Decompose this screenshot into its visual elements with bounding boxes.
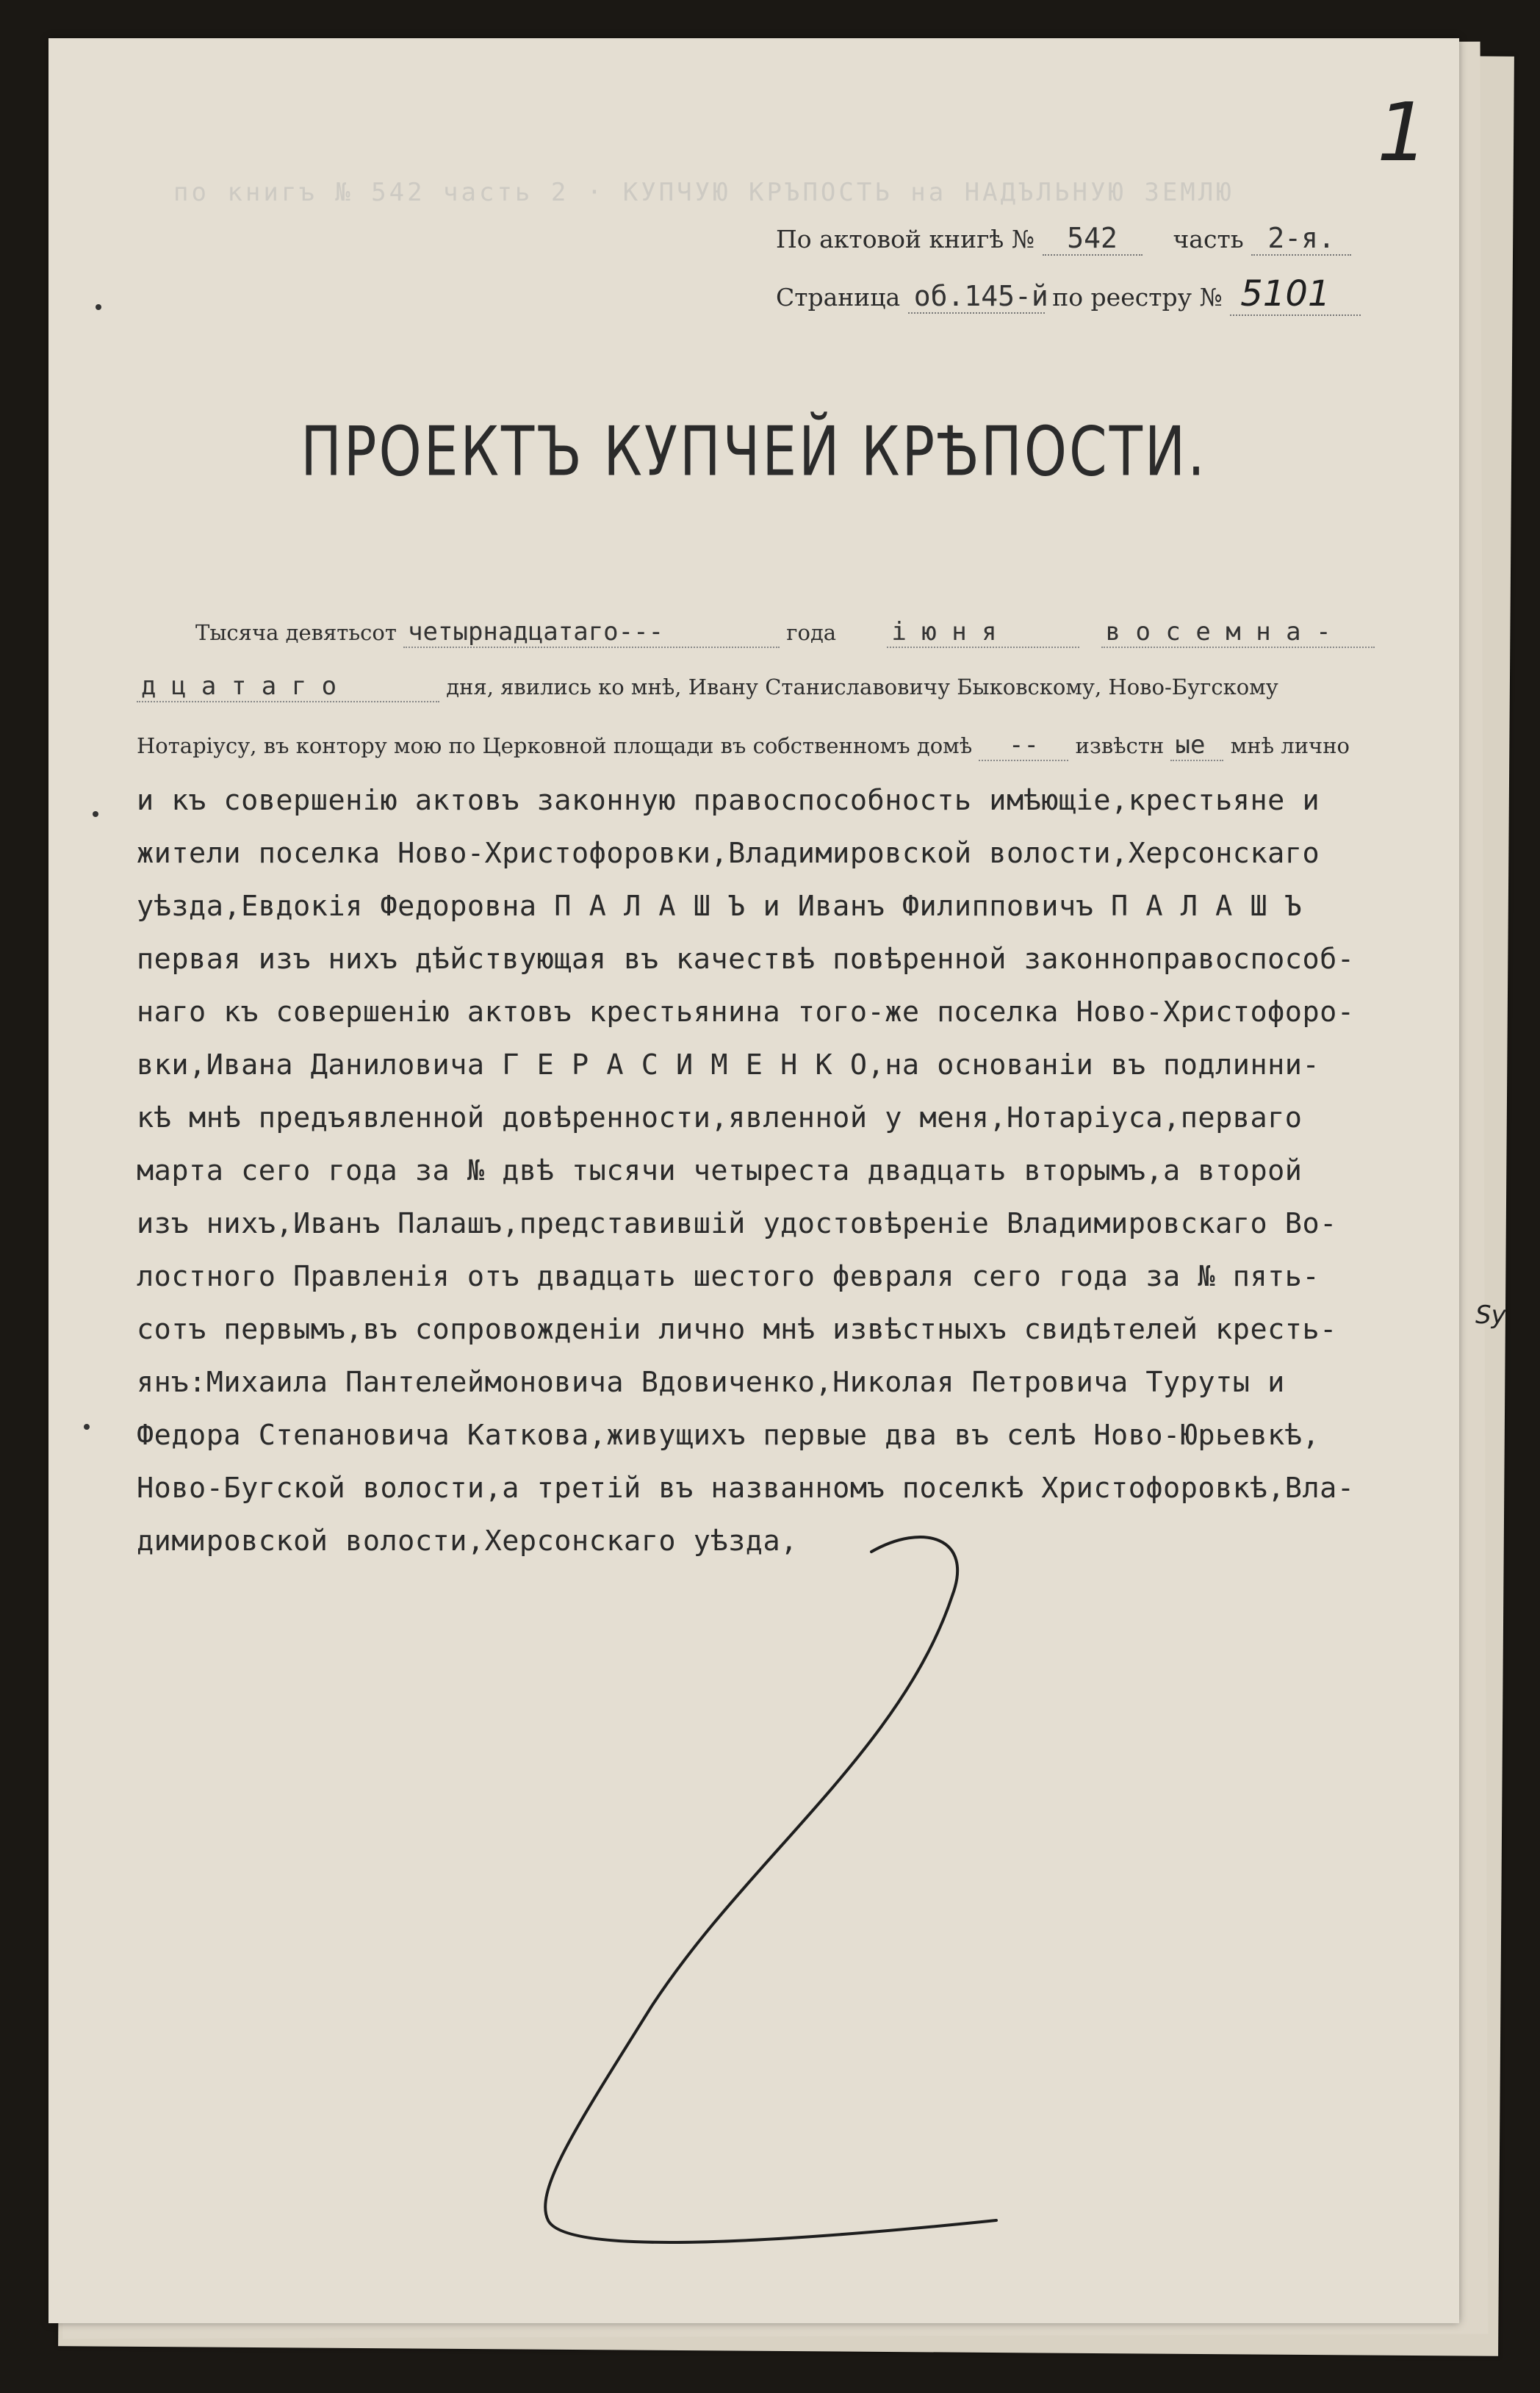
body-line-7: кѣ мнѣ предъявленной довѣренности,явленной у меня,Нотаріуса,перваго — [137, 1101, 1303, 1134]
body-line-15: димировской волости,Херсонскаго уѣзда, — [137, 1525, 798, 1558]
known-fill: ые — [1170, 730, 1223, 761]
book-value: 542 — [1043, 222, 1143, 256]
form-text: дня, явились ко мнѣ, Ивану Станиславовичу Быковскому, Ново-Бугскому — [446, 674, 1278, 699]
body-line-13: Федора Степановича Каткова,живущихъ первые два въ селѣ Ново-Юрьевкѣ, — [137, 1419, 1320, 1452]
form-line-2 — [137, 672, 1393, 702]
register-book-line — [776, 222, 1351, 256]
form-text: мнѣ лично — [1230, 733, 1350, 758]
house-fill: -- — [979, 730, 1068, 761]
form-text: извѣстн — [1075, 733, 1165, 758]
body-line-5: наго къ совершенію актовъ крестьянина того-же поселка Ново-Христофоро- — [137, 996, 1355, 1029]
book-label: По актовой книгѣ № — [776, 225, 1035, 253]
body-line-9: изъ нихъ,Иванъ Палашъ,представившій удостовѣреніе Владимировскаго Во- — [137, 1207, 1337, 1240]
register-page-line — [776, 273, 1361, 316]
body-line-10: лостного Правленія отъ двадцать шестого февраля сего года за № пять- — [137, 1260, 1320, 1293]
part-value: 2-я. — [1251, 222, 1351, 256]
punch-mark — [84, 1424, 90, 1430]
body-line-8: марта сего года за № двѣ тысячи четыреста двадцать вторымъ,а второй — [137, 1154, 1303, 1187]
body-line-12: янъ:Михаила Пантелеймоновича Вдовиченко,Николая Петровича Туруты и — [137, 1366, 1285, 1399]
document-title: ПРОЕКТЪ КУПЧЕЙ КРѢПОСТИ. — [301, 412, 1207, 492]
page-label: Страница — [776, 283, 901, 312]
edge-handwritten-note: Sy — [1475, 1300, 1506, 1330]
body-line-1: и къ совершенію актовъ законную правоспособность имѣющіе,крестьяне и — [137, 784, 1320, 817]
page-value: об.145-й — [908, 280, 1045, 314]
day-fill-cont: д ц а т а г о — [137, 672, 439, 702]
part-label: часть — [1173, 225, 1244, 253]
punch-mark — [96, 304, 101, 310]
document-page — [48, 38, 1459, 2323]
form-line-1 — [195, 617, 1393, 648]
registry-label: по реестру № — [1052, 283, 1223, 312]
form-line-3 — [137, 730, 1393, 761]
year-fill: четырнадцатаго--- — [403, 617, 780, 648]
page-number: 1 — [1377, 85, 1428, 179]
body-line-2: жители поселка Ново-Христофоровки,Владимировской волости,Херсонскаго — [137, 837, 1320, 870]
day-fill: в о с е м н а - — [1101, 617, 1375, 648]
body-line-11: сотъ первымъ,въ сопровожденіи лично мнѣ извѣстныхъ свидѣтелей кресть- — [137, 1313, 1337, 1346]
punch-mark — [93, 811, 98, 817]
body-line-6: вки,Ивана Даниловича Г Е Р А С И М Е Н К О,на основаніи въ подлинни- — [137, 1048, 1320, 1082]
body-line-14: Ново-Бугской волости,а третій въ названномъ поселкѣ Христофоровкѣ,Вла- — [137, 1472, 1355, 1505]
month-fill: i ю н я — [887, 617, 1079, 648]
registry-value: 5101 — [1230, 273, 1361, 316]
body-line-4: первая изъ нихъ дѣйствующая въ качествѣ повѣренной законноправоспособ- — [137, 943, 1355, 976]
form-text: года — [786, 620, 837, 645]
bleed-through-header: по книгъ № 542 часть 2 · КУПЧУЮ КРЪПОСТЬ на НАДЪЛЬНУЮ ЗЕМЛЮ — [173, 178, 1234, 207]
form-text: Тысяча девятьсот — [195, 620, 397, 645]
form-text: Нотаріусу, въ контору мою по Церковной площади въ собственномъ домѣ — [137, 733, 973, 758]
body-line-3: уѣзда,Евдокія Федоровна П А Л А Ш Ъ и Иванъ Филипповичъ П А Л А Ш Ъ — [137, 890, 1303, 923]
